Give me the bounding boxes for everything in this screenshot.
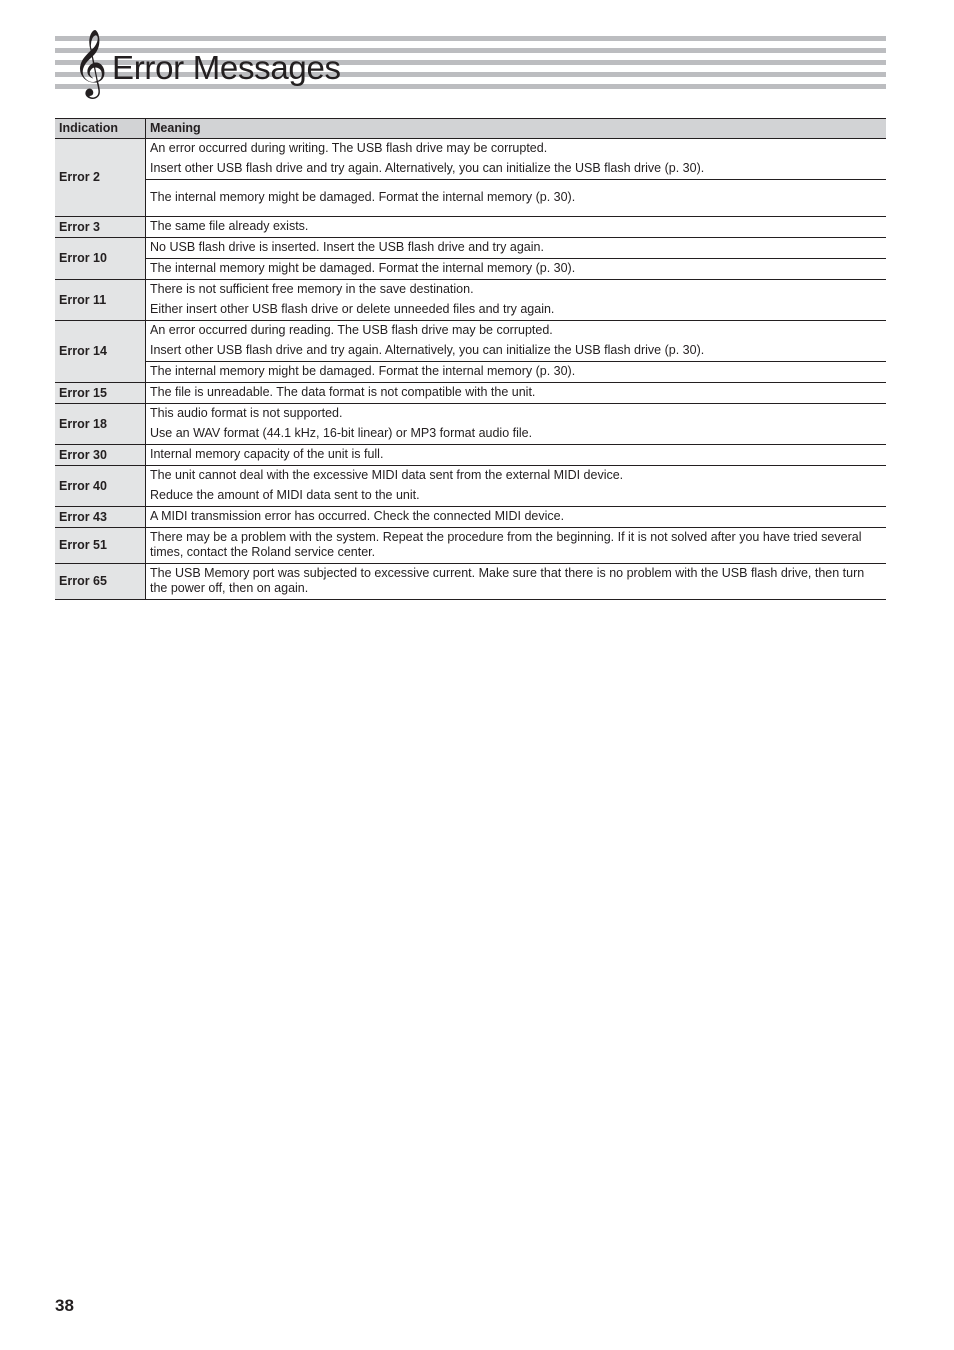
- page-title: Error Messages: [112, 49, 341, 86]
- page-number: 38: [55, 1296, 74, 1315]
- meaning-cell: [146, 238, 887, 259]
- meaning-line: A MIDI transmission error has occurred. Check the connected MIDI device.: [150, 509, 565, 523]
- meaning-cell: [146, 259, 887, 280]
- indication-cell: Error 3: [55, 217, 146, 238]
- table-row: [55, 564, 886, 600]
- meaning-cell: [146, 507, 887, 528]
- table-row: [55, 238, 886, 259]
- indication-cell: Error 40: [55, 466, 146, 507]
- table-row: [55, 217, 886, 238]
- table-row: [55, 321, 886, 362]
- table-header-row: [55, 119, 886, 139]
- meaning-line: The internal memory might be damaged. Format the internal memory (p. 30).: [150, 261, 576, 275]
- table-row: [55, 362, 886, 383]
- meaning-cell: [146, 404, 887, 445]
- meaning-cell: [146, 528, 887, 564]
- indication-cell: Error 43: [55, 507, 146, 528]
- table-row: [55, 280, 886, 321]
- treble-clef-icon: 𝄞: [73, 28, 108, 96]
- meaning-cell: [146, 139, 887, 180]
- table-row: [55, 383, 886, 404]
- meaning-line: This audio format is not supported.: [150, 406, 343, 420]
- meaning-line: An error occurred during writing. The USB flash drive may be corrupted.: [150, 141, 548, 155]
- meaning-cell: [146, 445, 887, 466]
- table-row: [55, 180, 886, 217]
- meaning-cell: [146, 280, 887, 321]
- meaning-line: There may be a problem with the system. Repeat the procedure from the beginning. If it is not solved after you have tried several times, contact the Roland service center.: [150, 530, 862, 559]
- meaning-line: Reduce the amount of MIDI data sent to the unit.: [150, 488, 420, 502]
- error-messages-table: [55, 118, 886, 600]
- indication-cell: Error 11: [55, 280, 146, 321]
- table-row: [55, 507, 886, 528]
- table-body: [55, 139, 886, 600]
- meaning-line: The file is unreadable. The data format is not compatible with the unit.: [150, 385, 536, 399]
- indication-cell: Error 51: [55, 528, 146, 564]
- meaning-line: Insert other USB flash drive and try again. Alternatively, you can initialize the USB flash drive (p. 30).: [150, 343, 705, 357]
- column-header-indication: Indication: [55, 119, 146, 139]
- meaning-line: No USB flash drive is inserted. Insert the USB flash drive and try again.: [150, 240, 544, 254]
- meaning-line: The same file already exists.: [150, 219, 309, 233]
- column-header-meaning: Meaning: [146, 119, 887, 139]
- meaning-cell: [146, 321, 887, 362]
- indication-cell: Error 30: [55, 445, 146, 466]
- indication-cell: Error 14: [55, 321, 146, 383]
- meaning-line: The internal memory might be damaged. Format the internal memory (p. 30).: [150, 364, 576, 378]
- table-row: [55, 445, 886, 466]
- meaning-cell: [146, 564, 887, 600]
- indication-cell: Error 2: [55, 139, 146, 217]
- meaning-cell: [146, 383, 887, 404]
- indication-cell: Error 65: [55, 564, 146, 600]
- meaning-line: Internal memory capacity of the unit is full.: [150, 447, 384, 461]
- page-header: [55, 28, 886, 96]
- indication-cell: Error 10: [55, 238, 146, 280]
- table-row: [55, 466, 886, 507]
- staff-line: [55, 36, 886, 41]
- meaning-line: The unit cannot deal with the excessive MIDI data sent from the external MIDI device.: [150, 468, 624, 482]
- table-row: [55, 528, 886, 564]
- indication-cell: Error 18: [55, 404, 146, 445]
- indication-cell: Error 15: [55, 383, 146, 404]
- meaning-line: There is not sufficient free memory in the save destination.: [150, 282, 474, 296]
- meaning-line: Insert other USB flash drive and try again. Alternatively, you can initialize the USB flash drive (p. 30).: [150, 161, 705, 175]
- table-row: [55, 404, 886, 445]
- meaning-line: Either insert other USB flash drive or delete unneeded files and try again.: [150, 302, 555, 316]
- table-row: [55, 139, 886, 180]
- meaning-line: The USB Memory port was subjected to excessive current. Make sure that there is no problem with the USB flash drive, then turn the power off, then on again.: [150, 566, 865, 595]
- meaning-line: The internal memory might be damaged. Format the internal memory (p. 30).: [150, 190, 576, 204]
- meaning-cell: [146, 180, 887, 217]
- meaning-cell: [146, 466, 887, 507]
- meaning-cell: [146, 217, 887, 238]
- meaning-cell: [146, 362, 887, 383]
- meaning-line: An error occurred during reading. The USB flash drive may be corrupted.: [150, 323, 553, 337]
- meaning-line: Use an WAV format (44.1 kHz, 16-bit linear) or MP3 format audio file.: [150, 426, 533, 440]
- table-row: [55, 259, 886, 280]
